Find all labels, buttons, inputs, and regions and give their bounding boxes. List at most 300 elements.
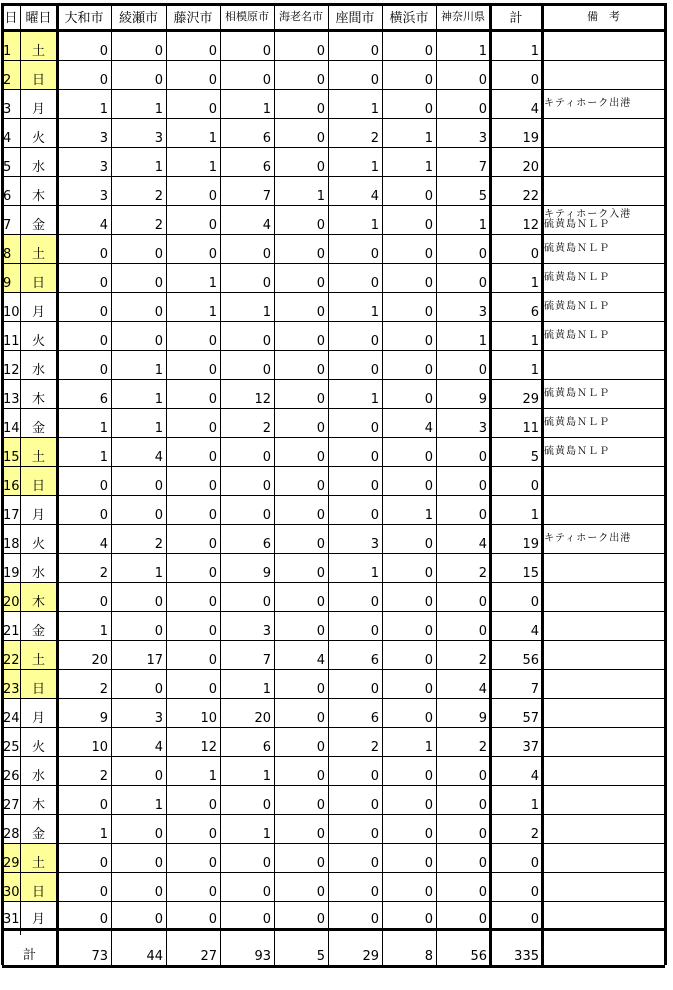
value-cell: 0 bbox=[154, 73, 163, 88]
remarks-cell bbox=[542, 351, 665, 379]
value-cell: 1 bbox=[208, 131, 217, 146]
weekday-cell: 水 bbox=[31, 769, 45, 784]
table-row bbox=[2, 902, 665, 931]
remarks-text: キティホーク出港 bbox=[544, 98, 632, 109]
value-cell: 0 bbox=[370, 421, 379, 436]
value-cell: 1 bbox=[262, 769, 271, 784]
remarks-text: キティホーク入港 bbox=[544, 209, 632, 220]
value-cell: 2 bbox=[154, 537, 163, 552]
value-cell: 0 bbox=[99, 885, 108, 900]
weekday-cell: 土 bbox=[20, 235, 57, 263]
value-cell: 0 bbox=[99, 798, 108, 813]
value-cell: 0 bbox=[208, 624, 217, 639]
value-cell: 0 bbox=[208, 102, 217, 117]
value-cell: 0 bbox=[99, 479, 108, 494]
value-cell: 0 bbox=[208, 450, 217, 465]
table-row bbox=[2, 554, 665, 583]
weekday-cell: 木 bbox=[31, 392, 45, 407]
value-cell: 0 bbox=[370, 827, 379, 842]
row-total-cell: 57 bbox=[522, 711, 539, 726]
remarks-cell bbox=[542, 293, 665, 321]
value-cell: 0 bbox=[262, 595, 271, 610]
value-cell: 1 bbox=[370, 392, 379, 407]
column-line bbox=[166, 3, 167, 965]
value-cell: 0 bbox=[424, 711, 433, 726]
table-row bbox=[2, 728, 665, 757]
value-cell: 3 bbox=[478, 305, 487, 320]
value-cell: 10 bbox=[200, 711, 217, 726]
value-cell: 4 bbox=[99, 537, 108, 552]
value-cell: 4 bbox=[99, 218, 108, 233]
weekday-cell: 火 bbox=[31, 334, 45, 349]
value-cell: 0 bbox=[316, 827, 325, 842]
value-cell: 0 bbox=[370, 682, 379, 697]
value-cell: 0 bbox=[316, 421, 325, 436]
value-cell: 1 bbox=[154, 566, 163, 581]
column-line bbox=[328, 3, 329, 965]
total-value-cell: 5 bbox=[316, 949, 325, 964]
value-cell: 0 bbox=[370, 912, 379, 927]
value-cell: 1 bbox=[154, 363, 163, 378]
value-cell: 2 bbox=[370, 740, 379, 755]
day-cell: 3 bbox=[3, 102, 12, 117]
value-cell: 0 bbox=[316, 856, 325, 871]
value-cell: 0 bbox=[370, 856, 379, 871]
value-cell: 0 bbox=[316, 44, 325, 59]
row-total-cell: 37 bbox=[522, 740, 539, 755]
table-row bbox=[2, 351, 665, 380]
value-cell: 0 bbox=[208, 508, 217, 523]
value-cell: 0 bbox=[424, 44, 433, 59]
header-weekday: 曜日 bbox=[25, 10, 52, 26]
value-cell: 0 bbox=[208, 73, 217, 88]
column-line bbox=[489, 3, 492, 965]
value-cell: 0 bbox=[316, 305, 325, 320]
value-cell: 2 bbox=[99, 769, 108, 784]
value-cell: 1 bbox=[262, 305, 271, 320]
day-cell: 11 bbox=[3, 334, 20, 349]
remarks-cell bbox=[542, 90, 665, 118]
table-row bbox=[2, 641, 665, 670]
remarks-cell bbox=[542, 119, 665, 147]
header-day: 日 bbox=[4, 10, 18, 26]
remarks-cell bbox=[542, 467, 665, 495]
total-value-cell: 27 bbox=[200, 949, 217, 964]
value-cell: 1 bbox=[154, 421, 163, 436]
header-total: 計 bbox=[509, 10, 523, 26]
value-cell: 0 bbox=[208, 682, 217, 697]
value-cell: 0 bbox=[424, 566, 433, 581]
table-row bbox=[2, 293, 665, 322]
value-cell: 20 bbox=[254, 711, 271, 726]
value-cell: 0 bbox=[424, 827, 433, 842]
weekday-cell: 火 bbox=[31, 131, 45, 146]
value-cell: 0 bbox=[316, 392, 325, 407]
column-line bbox=[541, 3, 544, 965]
weekday-cell: 火 bbox=[31, 740, 45, 755]
value-cell: 0 bbox=[478, 479, 487, 494]
totals-label: 計 bbox=[22, 948, 36, 963]
day-cell: 1 bbox=[2, 32, 20, 60]
weekday-cell: 日 bbox=[20, 873, 57, 901]
value-cell: 1 bbox=[99, 624, 108, 639]
day-cell: 4 bbox=[3, 131, 12, 146]
value-cell: 1 bbox=[370, 305, 379, 320]
value-cell: 0 bbox=[478, 595, 487, 610]
row-total-cell: 22 bbox=[522, 189, 539, 204]
value-cell: 0 bbox=[370, 44, 379, 59]
value-cell: 0 bbox=[154, 276, 163, 291]
day-cell: 21 bbox=[3, 624, 20, 639]
value-cell: 0 bbox=[208, 827, 217, 842]
weekday-cell: 月 bbox=[31, 102, 45, 117]
weekday-cell: 日 bbox=[20, 670, 57, 698]
value-cell: 1 bbox=[370, 218, 379, 233]
value-cell: 1 bbox=[424, 160, 433, 175]
row-total-cell: 5 bbox=[530, 450, 539, 465]
value-cell: 0 bbox=[478, 856, 487, 871]
column-line bbox=[20, 3, 21, 935]
value-cell: 0 bbox=[154, 856, 163, 871]
weekday-cell: 土 bbox=[20, 641, 57, 669]
remarks-text: 硫黄島ＮＬＰ bbox=[544, 330, 610, 341]
remarks-cell bbox=[542, 322, 665, 350]
row-total-cell: 4 bbox=[530, 102, 539, 117]
value-cell: 2 bbox=[154, 189, 163, 204]
value-cell: 1 bbox=[370, 160, 379, 175]
day-cell: 19 bbox=[3, 566, 20, 581]
row-total-cell: 1 bbox=[530, 334, 539, 349]
day-cell: 31 bbox=[3, 912, 20, 927]
value-cell: 0 bbox=[316, 624, 325, 639]
value-cell: 0 bbox=[99, 856, 108, 871]
remarks-cell bbox=[542, 844, 665, 872]
weekday-cell: 金 bbox=[31, 421, 45, 436]
remarks-cell bbox=[542, 32, 665, 60]
value-cell: 2 bbox=[262, 421, 271, 436]
remarks-cell bbox=[542, 438, 665, 466]
value-cell: 0 bbox=[424, 798, 433, 813]
remarks-text: 硫黄島ＮＬＰ bbox=[544, 301, 610, 312]
remarks-cell bbox=[542, 177, 665, 205]
weekday-cell: 月 bbox=[31, 508, 45, 523]
weekday-cell: 水 bbox=[31, 363, 45, 378]
table-row bbox=[2, 90, 665, 119]
value-cell: 0 bbox=[208, 856, 217, 871]
row-total-cell: 0 bbox=[530, 479, 539, 494]
value-cell: 0 bbox=[262, 334, 271, 349]
value-cell: 0 bbox=[424, 102, 433, 117]
value-cell: 0 bbox=[478, 798, 487, 813]
day-cell: 13 bbox=[3, 392, 20, 407]
value-cell: 4 bbox=[316, 653, 325, 668]
row-total-cell: 0 bbox=[530, 885, 539, 900]
weekday-cell: 日 bbox=[20, 61, 57, 89]
value-cell: 0 bbox=[424, 682, 433, 697]
totals-remarks bbox=[542, 938, 665, 965]
value-cell: 2 bbox=[99, 682, 108, 697]
day-cell: 23 bbox=[2, 670, 20, 698]
value-cell: 0 bbox=[478, 73, 487, 88]
day-cell: 27 bbox=[3, 798, 20, 813]
remarks-cell bbox=[542, 786, 665, 814]
column-line bbox=[436, 3, 437, 965]
value-cell: 1 bbox=[262, 102, 271, 117]
value-cell: 0 bbox=[262, 508, 271, 523]
value-cell: 0 bbox=[316, 508, 325, 523]
day-cell: 6 bbox=[3, 189, 12, 204]
value-cell: 3 bbox=[99, 160, 108, 175]
total-value-cell: 73 bbox=[91, 949, 108, 964]
value-cell: 1 bbox=[99, 827, 108, 842]
weekday-cell: 月 bbox=[31, 912, 45, 927]
value-cell: 0 bbox=[424, 305, 433, 320]
remarks-cell bbox=[542, 583, 665, 611]
totals-row bbox=[2, 938, 665, 968]
value-cell: 0 bbox=[370, 798, 379, 813]
row-total-cell: 1 bbox=[530, 44, 539, 59]
table-row bbox=[2, 786, 665, 815]
value-cell: 2 bbox=[478, 653, 487, 668]
row-total-cell: 2 bbox=[530, 827, 539, 842]
value-cell: 0 bbox=[478, 450, 487, 465]
row-total-cell: 1 bbox=[530, 798, 539, 813]
table-row bbox=[2, 206, 665, 235]
value-cell: 1 bbox=[208, 305, 217, 320]
table-row bbox=[2, 670, 665, 699]
weekday-cell: 金 bbox=[31, 218, 45, 233]
remarks-text: キティホーク出港 bbox=[544, 533, 632, 544]
value-cell: 0 bbox=[478, 247, 487, 262]
weekday-cell: 水 bbox=[31, 160, 45, 175]
column-line bbox=[664, 3, 667, 965]
value-cell: 0 bbox=[316, 885, 325, 900]
value-cell: 1 bbox=[424, 131, 433, 146]
value-cell: 0 bbox=[262, 450, 271, 465]
header-row bbox=[2, 3, 665, 32]
value-cell: 3 bbox=[478, 421, 487, 436]
value-cell: 1 bbox=[99, 102, 108, 117]
header-remarks: 備 考 bbox=[587, 10, 620, 23]
value-cell: 0 bbox=[99, 247, 108, 262]
value-cell: 0 bbox=[370, 450, 379, 465]
column-line bbox=[220, 3, 221, 965]
day-cell: 16 bbox=[2, 467, 20, 495]
remarks-cell bbox=[542, 641, 665, 669]
value-cell: 0 bbox=[154, 682, 163, 697]
value-cell: 0 bbox=[316, 595, 325, 610]
grand-total-cell: 335 bbox=[514, 949, 539, 964]
value-cell: 0 bbox=[208, 392, 217, 407]
table-row bbox=[2, 583, 665, 612]
value-cell: 2 bbox=[478, 740, 487, 755]
value-cell: 0 bbox=[262, 247, 271, 262]
table-row bbox=[2, 119, 665, 148]
table-row bbox=[2, 525, 665, 554]
value-cell: 0 bbox=[208, 189, 217, 204]
remarks-text: 硫黄島ＮＬＰ bbox=[544, 446, 610, 457]
value-cell: 3 bbox=[99, 189, 108, 204]
day-cell: 14 bbox=[3, 421, 20, 436]
value-cell: 0 bbox=[316, 682, 325, 697]
value-cell: 1 bbox=[478, 218, 487, 233]
weekday-cell: 月 bbox=[31, 711, 45, 726]
value-cell: 0 bbox=[154, 595, 163, 610]
remarks-cell bbox=[542, 815, 665, 843]
value-cell: 0 bbox=[99, 305, 108, 320]
value-cell: 1 bbox=[478, 334, 487, 349]
value-cell: 0 bbox=[478, 769, 487, 784]
table-row bbox=[2, 496, 665, 525]
value-cell: 9 bbox=[99, 711, 108, 726]
table-row bbox=[2, 612, 665, 641]
value-cell: 0 bbox=[208, 595, 217, 610]
value-cell: 0 bbox=[208, 798, 217, 813]
day-cell: 2 bbox=[2, 61, 20, 89]
value-cell: 0 bbox=[424, 624, 433, 639]
value-cell: 0 bbox=[424, 334, 433, 349]
value-cell: 0 bbox=[154, 44, 163, 59]
value-cell: 2 bbox=[99, 566, 108, 581]
value-cell: 0 bbox=[424, 537, 433, 552]
value-cell: 0 bbox=[316, 102, 325, 117]
weekday-cell: 金 bbox=[31, 827, 45, 842]
value-cell: 0 bbox=[208, 653, 217, 668]
value-cell: 0 bbox=[424, 653, 433, 668]
row-total-cell: 19 bbox=[522, 131, 539, 146]
weekday-cell: 月 bbox=[31, 305, 45, 320]
value-cell: 0 bbox=[370, 769, 379, 784]
value-cell: 1 bbox=[370, 566, 379, 581]
value-cell: 1 bbox=[316, 189, 325, 204]
value-cell: 0 bbox=[99, 595, 108, 610]
value-cell: 0 bbox=[424, 218, 433, 233]
value-cell: 6 bbox=[370, 653, 379, 668]
day-cell: 30 bbox=[2, 873, 20, 901]
value-cell: 0 bbox=[316, 363, 325, 378]
column-line bbox=[274, 3, 275, 965]
table-row bbox=[2, 757, 665, 786]
row-total-cell: 56 bbox=[522, 653, 539, 668]
value-cell: 0 bbox=[370, 73, 379, 88]
weekday-cell: 木 bbox=[31, 189, 45, 204]
column-line bbox=[111, 3, 112, 965]
value-cell: 0 bbox=[262, 856, 271, 871]
value-cell: 1 bbox=[99, 421, 108, 436]
row-total-cell: 4 bbox=[530, 624, 539, 639]
top-border bbox=[2, 3, 665, 6]
value-cell: 0 bbox=[262, 73, 271, 88]
value-cell: 0 bbox=[424, 276, 433, 291]
value-cell: 0 bbox=[316, 912, 325, 927]
value-cell: 0 bbox=[208, 537, 217, 552]
column-line bbox=[382, 3, 383, 965]
row-total-cell: 12 bbox=[522, 218, 539, 233]
remarks-cell bbox=[542, 554, 665, 582]
remarks-cell bbox=[542, 902, 665, 928]
value-cell: 1 bbox=[262, 682, 271, 697]
value-cell: 0 bbox=[154, 305, 163, 320]
value-cell: 1 bbox=[154, 392, 163, 407]
value-cell: 0 bbox=[99, 508, 108, 523]
value-cell: 12 bbox=[254, 392, 271, 407]
remarks-cell bbox=[542, 61, 665, 89]
header-city: 綾瀬市 bbox=[118, 10, 158, 26]
day-cell: 15 bbox=[2, 438, 20, 466]
value-cell: 0 bbox=[370, 479, 379, 494]
day-cell: 5 bbox=[3, 160, 12, 175]
value-cell: 1 bbox=[370, 102, 379, 117]
weekday-cell: 土 bbox=[20, 844, 57, 872]
value-cell: 0 bbox=[208, 566, 217, 581]
row-total-cell: 0 bbox=[530, 73, 539, 88]
remarks-cell bbox=[542, 409, 665, 437]
weekday-cell: 木 bbox=[20, 583, 57, 611]
value-cell: 0 bbox=[99, 912, 108, 927]
table-row bbox=[2, 235, 665, 264]
remarks-text: 硫黄島ＮＬＰ bbox=[544, 417, 610, 428]
value-cell: 0 bbox=[208, 885, 217, 900]
value-cell: 1 bbox=[154, 102, 163, 117]
row-total-cell: 1 bbox=[530, 363, 539, 378]
value-cell: 0 bbox=[424, 392, 433, 407]
value-cell: 3 bbox=[154, 131, 163, 146]
remarks-cell bbox=[542, 757, 665, 785]
value-cell: 0 bbox=[262, 885, 271, 900]
weekday-cell: 日 bbox=[20, 264, 57, 292]
value-cell: 0 bbox=[316, 276, 325, 291]
value-cell: 0 bbox=[478, 885, 487, 900]
row-total-cell: 4 bbox=[530, 769, 539, 784]
value-cell: 0 bbox=[154, 624, 163, 639]
total-value-cell: 29 bbox=[362, 949, 379, 964]
value-cell: 0 bbox=[424, 769, 433, 784]
day-cell: 17 bbox=[3, 508, 20, 523]
total-value-cell: 8 bbox=[424, 949, 433, 964]
remarks-text: 硫黄島ＮＬＰ bbox=[544, 219, 610, 230]
value-cell: 0 bbox=[316, 566, 325, 581]
day-cell: 29 bbox=[2, 844, 20, 872]
value-cell: 9 bbox=[478, 711, 487, 726]
value-cell: 0 bbox=[424, 450, 433, 465]
value-cell: 4 bbox=[154, 450, 163, 465]
header-city: 藤沢市 bbox=[173, 10, 213, 26]
day-cell: 20 bbox=[2, 583, 20, 611]
value-cell: 0 bbox=[99, 276, 108, 291]
day-cell: 7 bbox=[3, 218, 12, 233]
table-row bbox=[2, 148, 665, 177]
value-cell: 0 bbox=[424, 73, 433, 88]
value-cell: 0 bbox=[154, 334, 163, 349]
day-cell: 18 bbox=[3, 537, 20, 552]
row-total-cell: 0 bbox=[530, 856, 539, 871]
value-cell: 0 bbox=[154, 769, 163, 784]
weekday-cell: 木 bbox=[31, 798, 45, 813]
weekday-cell: 日 bbox=[20, 467, 57, 495]
value-cell: 0 bbox=[478, 827, 487, 842]
remarks-cell bbox=[542, 699, 665, 727]
value-cell: 0 bbox=[262, 276, 271, 291]
table-row bbox=[2, 844, 665, 873]
value-cell: 1 bbox=[478, 44, 487, 59]
table-row bbox=[2, 438, 665, 467]
remarks-cell bbox=[542, 206, 665, 234]
value-cell: 0 bbox=[154, 479, 163, 494]
noise-complaint-table bbox=[2, 3, 665, 965]
value-cell: 4 bbox=[478, 682, 487, 697]
value-cell: 0 bbox=[478, 912, 487, 927]
row-total-cell: 20 bbox=[522, 160, 539, 175]
